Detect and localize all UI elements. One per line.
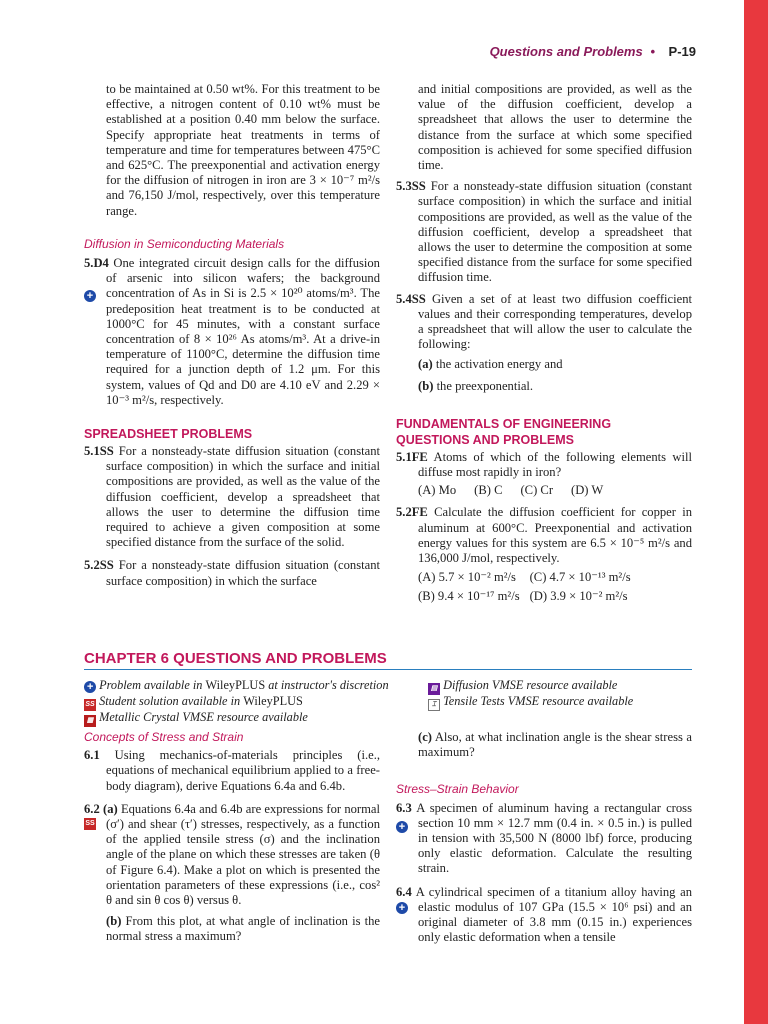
legend-pre: Student solution available in <box>99 694 244 708</box>
problem-5-1fe <box>396 450 692 480</box>
problem-text: A cylindrical specimen of a titanium alloy having an elastic modulus of 107 GPa (15.5 × 10⁶ psi) and an original diameter of 3.8 mm (0.15 in.) experiences only elastic deformation when a tensile <box>415 884 692 945</box>
problem-text: A specimen of aluminum having a rectangular cross section 10 mm × 12.7 mm (0.4 in. × 0.5 in.) is pulled in tension with 35,500 N (8000 lbf) force, producing only elastic deformation. Calculate the resulting strain. <box>416 800 692 876</box>
problem-number: 5.2FE <box>396 505 428 520</box>
choice: (C) Cr <box>520 483 554 498</box>
answer-choices <box>396 570 692 604</box>
legend-item <box>428 678 617 695</box>
spreadsheet-problems-heading: SPREADSHEET PROBLEMS <box>84 427 253 442</box>
problem-text: For a nonsteady-state diffusion situation (constant surface composition) in which the surface and initial compositions are provided, as well as the value of the diffusion coefficient, develop a spreadsheet that allows the user to determine the diffusion time required to achieve a given composition at some specified distance from the surface of the solid. <box>106 444 381 550</box>
problem-5d4 <box>84 256 380 408</box>
choice: (B) C <box>474 483 503 498</box>
problem-6-3 <box>396 801 692 877</box>
choice: (A) Mo <box>418 483 457 498</box>
problem-5-4ss-part-b <box>396 379 692 394</box>
legend-brand: WileyPLUS <box>205 678 266 692</box>
right-column-bottom <box>396 730 692 945</box>
left-column-bottom <box>84 730 380 945</box>
problem-5-4ss <box>396 292 692 353</box>
continued-text-left: to be maintained at 0.50 wt%. For this treatment to be effective, a nitrogen content of 0.10 wt% must be established at a position 0.40 mm below the surface. Specify appropriate heat treatments in terms of temperature and time for temperatures between 475°C and 625°C. The preexponential and activation energy for the diffusion of nitrogen in iron are 3 × 10⁻⁷ m²/s and 76,150 J/mol, respectively, over this temperature range. <box>106 82 380 218</box>
chapter-6-heading: CHAPTER 6 QUESTIONS AND PROBLEMS <box>84 651 692 670</box>
problem-number: 5.D4 <box>84 256 109 271</box>
legend-pre: Problem available in <box>99 678 206 692</box>
diffusion-vmse-icon: ▤ <box>428 683 440 695</box>
problem-text: For a nonsteady-state diffusion situation (constant surface composition) in which the surface and initial compositions are provided, as well as the value of the diffusion coefficient, develop a spreadsheet that allows the user to determine the composition at some specified distance from the surface for some specified diffusion time. <box>418 179 693 285</box>
header-title: Questions and Problems <box>489 44 643 59</box>
page-edge-bar <box>744 0 768 1024</box>
legend-item <box>428 694 633 711</box>
problem-number: 6.4 <box>396 884 412 899</box>
part-label: (a) <box>103 801 118 816</box>
wileyplus-icon: + <box>396 902 408 914</box>
problem-text: Atoms of which of the following elements will diffuse most rapidly in iron? <box>418 449 692 480</box>
problem-text: Using mechanics-of-materials principles (i.e., equations of mechanical equilibrium applied to a free-body diagram), derive Equations 6.4a and 6.4b. <box>106 748 381 793</box>
wileyplus-icon: + <box>84 290 96 302</box>
right-column-top <box>396 82 692 605</box>
problem-6-2-part-b <box>84 914 380 944</box>
section-stress-strain: Stress–Strain Behavior <box>396 782 519 797</box>
problem-number: 5.2SS <box>84 558 114 573</box>
problem-text: Calculate the diffusion coefficient for copper in aluminum at 600°C. Preexponential and activation energy values for this system are 6.5 × 10⁻⁵ m²/s and 136,000 J/mol, respectively. <box>418 505 692 566</box>
problem-number: 6.1 <box>84 748 100 763</box>
part-text: Also, at what inclination angle is the shear stress a maximum? <box>418 730 692 760</box>
problem-number: 5.1FE <box>396 449 428 464</box>
legend-brand: WileyPLUS <box>243 694 303 708</box>
page-number: P-19 <box>668 44 696 59</box>
part-label: (a) <box>418 357 433 372</box>
legend-item <box>84 678 389 693</box>
choice: (D) W <box>571 483 604 498</box>
problem-6-4 <box>396 885 692 946</box>
choice: (C) 4.7 × 10⁻¹³ m²/s <box>529 570 631 585</box>
section-diffusion-semiconducting: Diffusion in Semiconducting Materials <box>84 236 285 251</box>
fundamentals-heading-line2: QUESTIONS AND PROBLEMS <box>396 432 575 447</box>
wileyplus-icon: + <box>84 681 96 693</box>
problem-5-2fe <box>396 505 692 566</box>
continued-text-right: and initial compositions are provided, as well as the value of the diffusion coefficient, develop a spreadsheet that allows the user to determine the distance from the surface at which some specified composition is achieved for some specified diffusion time. <box>418 82 692 173</box>
part-text: the activation energy and <box>435 357 563 372</box>
problem-number: 5.1SS <box>84 444 114 459</box>
problem-5-2ss <box>84 558 380 588</box>
legend-item <box>84 710 308 727</box>
wileyplus-icon: + <box>396 821 408 833</box>
problem-6-2 <box>84 802 380 908</box>
problem-6-2-part-c <box>396 730 692 760</box>
legend-pre: Tensile Tests VMSE resource available <box>443 694 634 708</box>
part-label: (b) <box>418 378 434 393</box>
answer-choices <box>396 483 692 498</box>
header-sep: • <box>650 44 655 59</box>
left-column-top <box>84 82 380 589</box>
part-text: Equations 6.4a and 6.4b are expressions for normal (σ′) and shear (τ′) stresses, respectively, as a function of the applied tensile stress (σ) and the inclination angle of the plane on which these stresses are taken (θ of Figure 6.4). Make a plot on which is presented the orientation parameters of these expressions (i.e., cos² θ and sin θ cos θ) versus θ. <box>106 801 380 908</box>
running-header <box>490 44 696 59</box>
legend-pre: Diffusion VMSE resource available <box>443 678 618 692</box>
part-text: the preexponential. <box>436 378 534 393</box>
section-concepts: Concepts of Stress and Strain <box>84 730 244 744</box>
problem-text: Given a set of at least two diffusion coefficient values and their corresponding temperatures, develop a spreadsheet that will allow the user to calculate the following: <box>418 291 692 352</box>
choice: (D) 3.9 × 10⁻² m²/s <box>529 589 628 604</box>
student-solution-icon: SS <box>84 818 96 830</box>
problem-text: For a nonsteady-state diffusion situation (constant surface composition) in which the surface <box>106 558 381 588</box>
problem-6-1 <box>84 748 380 794</box>
problem-text: One integrated circuit design calls for the diffusion of arsenic into silicon wafers; the background concentration of As in Si is 2.5 × 10²⁰ atoms/m³. The predeposition heat treatment is to be conducted at 1000°C for 45 minutes, with a constant surface concentration of 8 × 10²⁶ As atoms/m³. At a drive-in temperature of 1100°C, determine the diffusion time required for a junction depth of 1.2 μm. For this system, values of Qd and D0 are 4.10 eV and 2.29 × 10⁻³ m²/s, respectively. <box>106 256 380 407</box>
student-solution-icon: SS <box>84 699 96 711</box>
legend-pre: Metallic Crystal VMSE resource available <box>99 710 308 724</box>
part-text: From this plot, at what angle of inclination is the normal stress a maximum? <box>106 914 380 944</box>
problem-number: 5.3SS <box>396 179 426 194</box>
part-label: (c) <box>418 730 432 744</box>
problem-5-3ss <box>396 179 692 285</box>
crystal-vmse-icon: ▦ <box>84 715 96 727</box>
problem-5-1ss <box>84 444 380 550</box>
problem-number: 6.2 <box>84 801 100 816</box>
problem-number: 6.3 <box>396 800 412 815</box>
legend-item <box>84 694 303 711</box>
problem-number: 5.4SS <box>396 291 426 306</box>
tensile-vmse-icon: ⌶ <box>428 699 440 711</box>
choice: (A) 5.7 × 10⁻² m²/s <box>418 570 516 585</box>
part-label: (b) <box>106 914 122 929</box>
problem-5-4ss-part-a <box>396 357 692 372</box>
legend-post: at instructor's discretion <box>265 678 389 692</box>
choice: (B) 9.4 × 10⁻¹⁷ m²/s <box>418 589 520 604</box>
fundamentals-heading-line1: FUNDAMENTALS OF ENGINEERING <box>396 416 612 431</box>
